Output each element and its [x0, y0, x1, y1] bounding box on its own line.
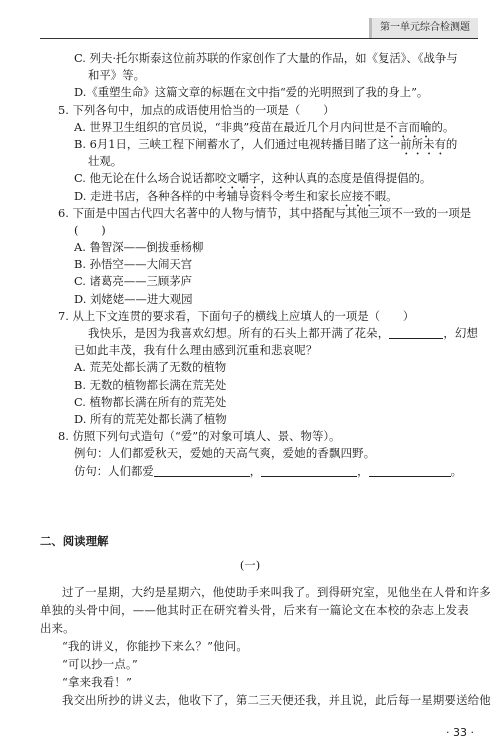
- q7-option-d: D. 所有的荒芜处都长满了植物: [74, 411, 227, 426]
- q6-option-d: D. 刘姥姥——进大观园: [74, 291, 193, 306]
- q8-imitation-prefix: 仿句：人们都爱: [74, 463, 154, 478]
- q4-option-c: C. 列夫·托尔斯泰这位前苏联的作家创作了大量的作品，如《复活》、《战争与: [74, 51, 458, 65]
- passage-para1-line3: 出来。: [40, 621, 75, 635]
- q6-option-b: B. 孙悟空——大闹天宫: [74, 257, 193, 272]
- q5-option-d: [58, 188, 472, 205]
- page-number: · 33 ·: [446, 726, 474, 739]
- part-heading: (一): [239, 558, 261, 572]
- q6-stem: 6. 下面是中国古代四大名著中的人物与情节，其中搭配与其他三项不一致的一项是: [58, 205, 472, 220]
- q7-passage-line2: 已如此丰茂，我有什么理由感到沉重和悲哀呢？: [74, 343, 318, 358]
- q5-b-tail: 的: [445, 136, 458, 151]
- passage-para1-line1: 过了一星期，大约是星期六，他使助手来叫我了。到得研究室，见他坐在人骨和许多: [62, 585, 491, 599]
- passage-para2-line1: 我交出所抄的讲义去，他收下了，第二三天便还我，并且说，此后每一星期要送给他: [62, 693, 491, 707]
- q8-period: 。: [450, 463, 462, 478]
- q5-a-text: A. 世界卫生组织的官员说，“非典”疫苗在最近几个月内问世是: [74, 119, 386, 134]
- q5-stem: 5. 下列各句中，加点的成语使用恰当的一项是（ ）: [58, 102, 335, 117]
- q5-a-idiom: 不言而喻: [385, 119, 432, 134]
- q7-text-pre: 我快乐，是因为我喜欢幻想。所有的石头上都开满了花朵，: [88, 326, 390, 340]
- section-heading: 二、阅读理解: [40, 534, 109, 548]
- q5-a-tail: 的。: [431, 119, 455, 134]
- q8-imitation: [58, 463, 472, 480]
- q5-option-b: [58, 136, 472, 153]
- q5-d-text: D. 走进书店，各种各样的中考辅导资料令考生和家长: [74, 188, 341, 203]
- q4-option-c-cont: 和平》等。: [88, 68, 145, 83]
- q6-option-c: C. 诸葛亮——三顾茅庐: [74, 274, 193, 289]
- q8-blank-2: [261, 464, 357, 477]
- q8-comma-2: ，: [357, 463, 369, 478]
- q4-option-d: D.《重塑生命》这篇文章的标题在文中指“爱的光明照到了我的身上”。: [74, 85, 429, 100]
- q8-example: 例句：人们都爱秋天，爱她的天高气爽，爱她的香飘四野。: [74, 446, 376, 461]
- q5-c-idiom: 咬文嚼字: [214, 171, 261, 186]
- q7-blank: [389, 326, 443, 339]
- questions: [58, 50, 479, 480]
- q7-text-post: ，幻想: [443, 326, 479, 340]
- q7-passage-line1: [58, 325, 479, 342]
- q5-option-a: [58, 119, 472, 136]
- q8-stem: 8. 仿照下列句式造句（“爱”的对象可填人、景、物等）。: [58, 429, 341, 444]
- q8-blank-3: [369, 464, 451, 477]
- q6-option-a: A. 鲁智深——倒拔垂杨柳: [74, 240, 204, 255]
- q6-paren: ( ): [74, 222, 106, 237]
- q5-b-text: B. 6月1日，三峡工程下闸蓄水了，人们通过电视转播目睹了这一: [74, 136, 401, 151]
- passage-dialogue-1: “我的讲义，你能抄下来么？”他问。: [62, 639, 248, 653]
- q5-option-b-cont: 壮观。: [88, 154, 123, 169]
- q5-c-tail: ，这种认真的态度是值得提倡的。: [260, 171, 432, 186]
- q7-option-b: B. 无数的植物都长满在荒芜处: [74, 377, 227, 392]
- q8-blank-1: [154, 464, 250, 477]
- q5-d-idiom: 应接不暇: [340, 188, 387, 203]
- q7-option-a: A. 荒芜处都长满了无数的植物: [74, 360, 227, 375]
- q7-option-c: C. 植物都长满在所有的荒芜处: [74, 394, 227, 409]
- q5-b-idiom: 前所未有: [400, 136, 446, 151]
- running-header: [40, 18, 478, 39]
- q5-c-text: C. 他无论在什么场合说话都: [74, 171, 215, 186]
- unit-title: 第一单元综合检测题: [369, 18, 478, 38]
- passage-para1-line2: 单独的头骨中间，——他其时正在研究着头骨，后来有一篇论文在本校的杂志上发表: [40, 603, 469, 617]
- q5-option-c: [58, 170, 472, 187]
- q5-d-tail: 。: [386, 188, 398, 203]
- passage-dialogue-3: “拿来我看！”: [62, 675, 132, 689]
- passage-dialogue-2: “可以抄一点。”: [62, 657, 138, 671]
- reading-passage: [40, 583, 491, 709]
- q7-stem: 7. 从上下文连贯的要求看，下面句子的横线上应填人的一项是（ ）: [58, 308, 415, 323]
- q8-comma-1: ，: [249, 463, 262, 478]
